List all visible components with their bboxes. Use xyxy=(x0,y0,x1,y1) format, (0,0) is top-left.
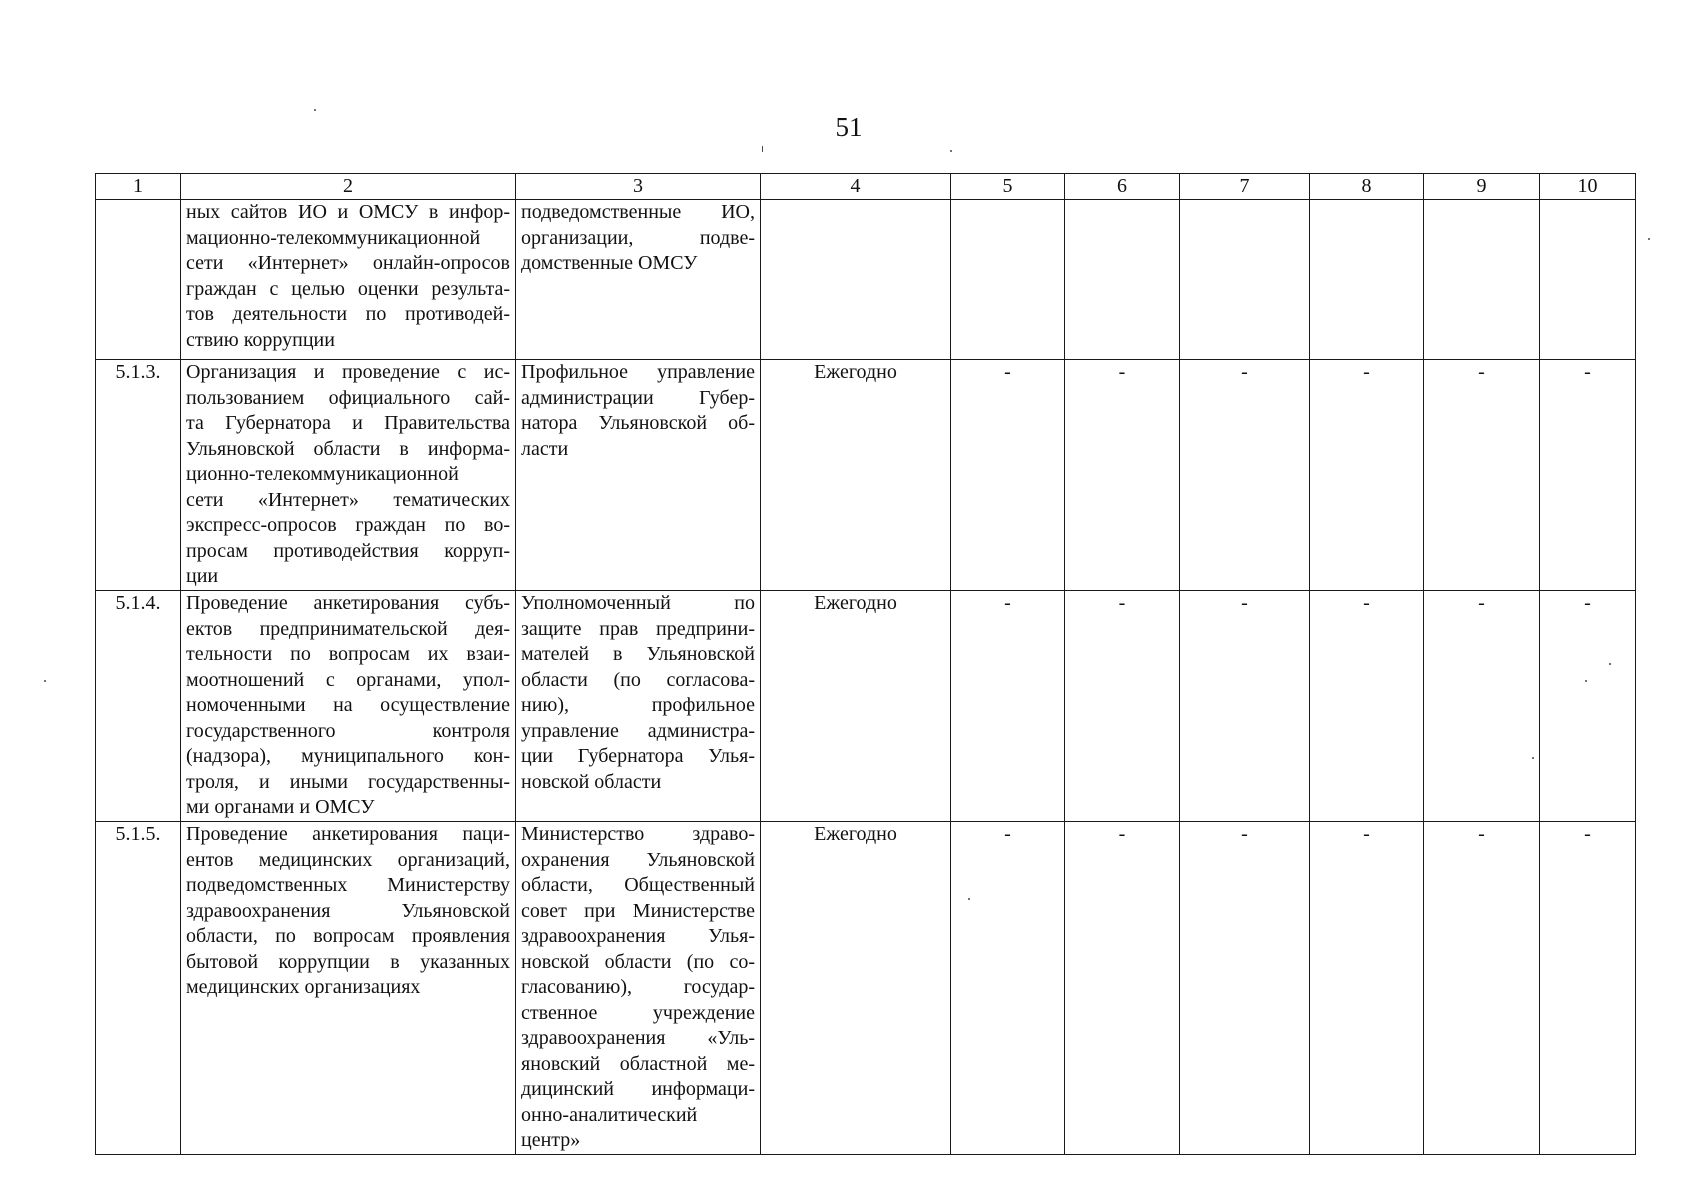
value-cell: - xyxy=(1065,591,1180,822)
cell-line: области, по вопросам проявления xyxy=(186,925,510,947)
table-row xyxy=(96,200,1636,360)
cell-line: центр» xyxy=(521,1129,581,1151)
table-row xyxy=(96,822,1636,1155)
item-number xyxy=(96,200,181,360)
cell-line: тельности по вопросам их взаи- xyxy=(186,643,510,665)
column-number: 9 xyxy=(1424,174,1540,200)
cell-line: защите прав предприни- xyxy=(521,617,755,640)
value-cell: - xyxy=(951,360,1065,591)
cell-line: яновский областной ме- xyxy=(521,1052,755,1075)
cell-line: здравоохранения «Уль- xyxy=(521,1027,755,1049)
cell-line: ми органами и ОМСУ xyxy=(186,796,375,818)
value-cell: - xyxy=(1180,360,1310,591)
cell-line: моотношений с органами, упол- xyxy=(186,668,510,691)
value-cell: - xyxy=(1540,591,1636,822)
value-cell xyxy=(1180,200,1310,360)
cell-line: организации, подве- xyxy=(521,226,755,249)
item-number: 5.1.4. xyxy=(96,591,181,822)
cell-line: просам противодействия корруп- xyxy=(186,539,510,562)
cell-line: ствию коррупции xyxy=(186,328,335,351)
measure-description xyxy=(181,360,516,591)
scan-speck xyxy=(1532,757,1534,759)
value-cell xyxy=(1310,200,1424,360)
cell-line: ласти xyxy=(521,437,569,460)
cell-line: Проведение анкетирования субъ- xyxy=(186,592,510,614)
cell-line: совет при Министерстве xyxy=(521,899,755,922)
column-number: 7 xyxy=(1180,174,1310,200)
cell-line: ных сайтов ИО и ОМСУ в инфор- xyxy=(186,201,510,223)
deadline: Ежегодно xyxy=(761,822,951,1155)
table-row xyxy=(96,591,1636,822)
responsible-executors xyxy=(516,591,761,822)
cell-line: пользованием официального сай- xyxy=(186,386,510,409)
deadline: Ежегодно xyxy=(761,360,951,591)
value-cell xyxy=(1540,200,1636,360)
value-cell: - xyxy=(1310,822,1424,1155)
cell-line: области, Общественный xyxy=(521,874,755,896)
column-numbers-row xyxy=(96,174,1636,200)
value-cell: - xyxy=(1065,822,1180,1155)
cell-line: домственные ОМСУ xyxy=(521,252,698,274)
cell-line: мационно-телекоммуникационной xyxy=(186,226,481,249)
cell-line: Уполномоченный по xyxy=(521,592,755,614)
cell-line: ектов предпринимательской дея- xyxy=(186,617,510,640)
cell-line: государственного контроля xyxy=(186,719,510,742)
value-cell: - xyxy=(1540,360,1636,591)
cell-line: медицинских организациях xyxy=(186,976,421,998)
measures-table xyxy=(95,173,1636,1155)
cell-line: подведомственных Министерству xyxy=(186,874,510,896)
cell-line: (надзора), муниципального кон- xyxy=(186,745,510,767)
cell-line: здравоохранения Ульяновской xyxy=(186,899,510,922)
value-cell: - xyxy=(1065,360,1180,591)
column-number: 10 xyxy=(1540,174,1636,200)
cell-line: бытовой коррупции в указанных xyxy=(186,950,510,973)
cell-line: ентов медицинских организаций, xyxy=(186,848,510,871)
item-number: 5.1.5. xyxy=(96,822,181,1155)
cell-line: ции xyxy=(186,565,219,587)
cell-line: нию), профильное xyxy=(521,694,755,716)
responsible-executors xyxy=(516,200,761,360)
column-number: 3 xyxy=(516,174,761,200)
value-cell xyxy=(1424,200,1540,360)
measure-description xyxy=(181,591,516,822)
measure-description xyxy=(181,200,516,360)
cell-line: ции Губернатора Улья- xyxy=(521,745,755,767)
cell-line: граждан с целью оценки результа- xyxy=(186,277,510,300)
cell-line: области (по согласова- xyxy=(521,668,755,691)
value-cell: - xyxy=(1424,822,1540,1155)
value-cell: - xyxy=(1424,591,1540,822)
deadline: Ежегодно xyxy=(761,591,951,822)
cell-line: новской области (по со- xyxy=(521,950,755,973)
table-row xyxy=(96,360,1636,591)
cell-line: ственное учреждение xyxy=(521,1001,755,1024)
deadline xyxy=(761,200,951,360)
cell-line: новской области xyxy=(521,770,662,793)
cell-line: здравоохранения Улья- xyxy=(521,925,755,947)
cell-line: охранения Ульяновской xyxy=(521,848,755,871)
cell-line: сети «Интернет» тематических xyxy=(186,488,510,511)
cell-line: сети «Интернет» онлайн-опросов xyxy=(186,252,510,274)
cell-line: Организация и проведение с ис- xyxy=(186,361,510,383)
cell-line: дицинский информаци- xyxy=(521,1078,755,1100)
scan-speck xyxy=(1609,663,1611,665)
cell-line: тов деятельности по противодей- xyxy=(186,303,510,325)
cell-line: гласованию), государ- xyxy=(521,976,755,998)
value-cell: - xyxy=(1310,591,1424,822)
value-cell: - xyxy=(951,822,1065,1155)
value-cell xyxy=(951,200,1065,360)
cell-line: натора Ульяновской об- xyxy=(521,412,755,434)
column-number: 5 xyxy=(951,174,1065,200)
cell-line: ционно-телекоммуникационной xyxy=(186,463,459,485)
scan-speck xyxy=(314,109,316,111)
page-number: 51 xyxy=(835,112,863,142)
value-cell: - xyxy=(1180,591,1310,822)
scan-speck xyxy=(950,150,952,152)
cell-line: администрации Губер- xyxy=(521,386,755,409)
cell-line: Министерство здраво- xyxy=(521,823,755,845)
scan-speck xyxy=(762,146,763,152)
value-cell xyxy=(1065,200,1180,360)
scan-speck xyxy=(968,898,970,900)
scan-speck xyxy=(44,680,46,682)
scan-speck xyxy=(1585,680,1587,682)
cell-line: экспресс-опросов граждан по во- xyxy=(186,514,510,536)
value-cell: - xyxy=(1180,822,1310,1155)
cell-line: номоченными на осуществление xyxy=(186,694,510,716)
scan-speck xyxy=(1648,238,1650,240)
responsible-executors xyxy=(516,822,761,1155)
value-cell: - xyxy=(1540,822,1636,1155)
column-number: 6 xyxy=(1065,174,1180,200)
cell-line: Профильное управление xyxy=(521,361,755,383)
column-number: 8 xyxy=(1310,174,1424,200)
cell-line: подведомственные ИО, xyxy=(521,201,755,223)
cell-line: Ульяновской области в информа- xyxy=(186,437,510,460)
cell-line: онно-аналитический xyxy=(521,1103,698,1126)
value-cell: - xyxy=(1424,360,1540,591)
cell-line: мателей в Ульяновской xyxy=(521,643,755,665)
value-cell: - xyxy=(1310,360,1424,591)
responsible-executors xyxy=(516,360,761,591)
column-number: 4 xyxy=(761,174,951,200)
value-cell: - xyxy=(951,591,1065,822)
item-number: 5.1.3. xyxy=(96,360,181,591)
cell-line: Проведение анкетирования паци- xyxy=(186,823,510,845)
cell-line: та Губернатора и Правительства xyxy=(186,412,510,434)
cell-line: управление администра- xyxy=(521,719,755,742)
column-number: 2 xyxy=(181,174,516,200)
measure-description xyxy=(181,822,516,1155)
cell-line: троля, и иными государственны- xyxy=(186,770,510,793)
column-number: 1 xyxy=(96,174,181,200)
